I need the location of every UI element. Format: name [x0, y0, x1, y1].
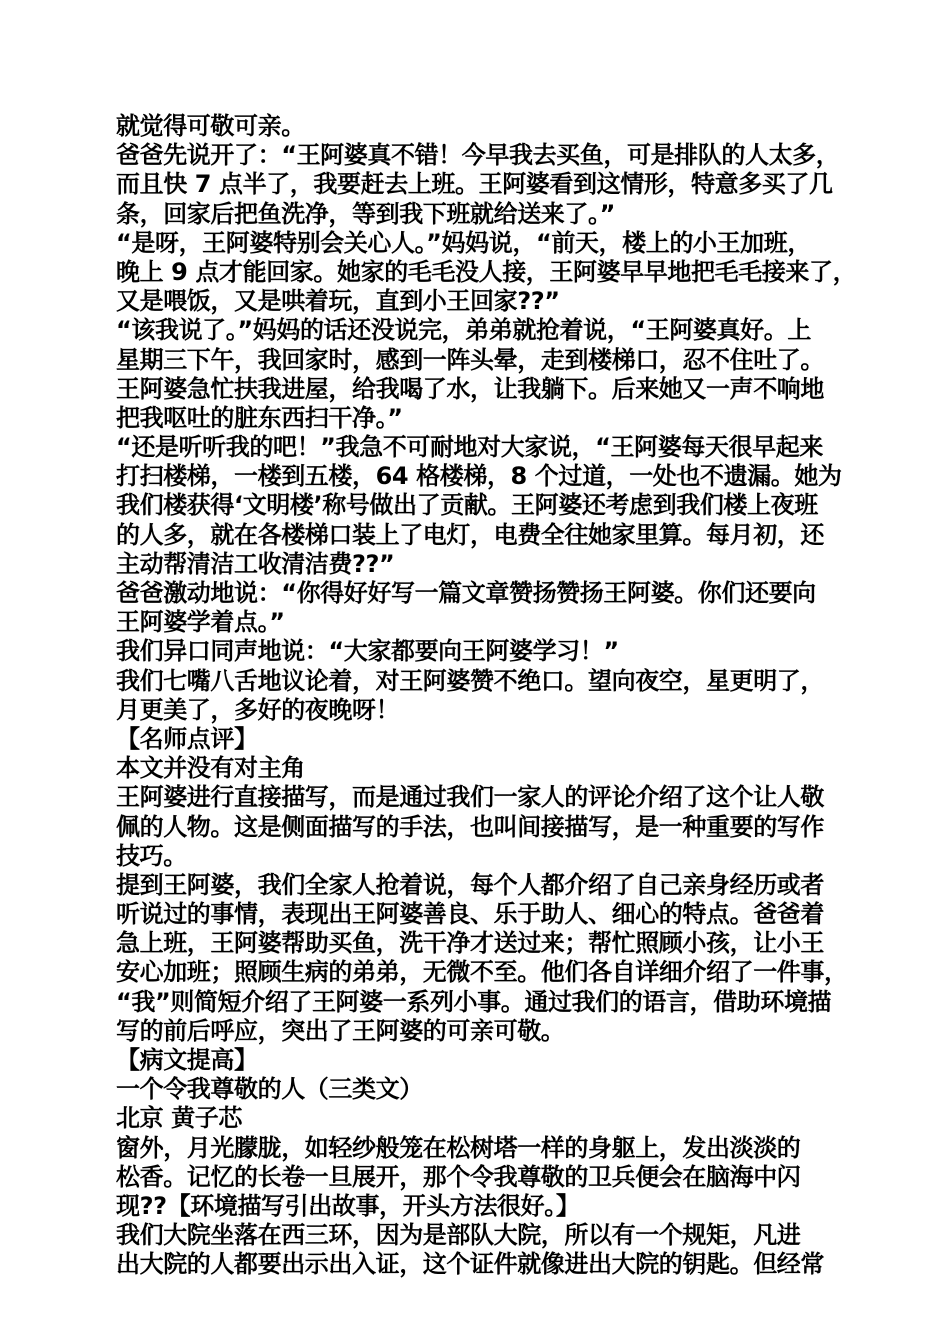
- text-line: 北京 黄子芯: [116, 1104, 242, 1133]
- text-line: 我们大院坐落在西三环，因为是部队大院，所以有一个规矩，凡进: [116, 1221, 801, 1250]
- text-line: “该我说了。”妈妈的话还没说完，弟弟就抢着说，“王阿婆真好。上: [116, 316, 811, 345]
- text-line: 【病文提高】: [116, 1046, 258, 1074]
- text-line: 我们七嘴八舌地议论着，对王阿婆赞不绝口。望向夜空，星更明了，: [116, 666, 824, 695]
- text-line: 王阿婆进行直接描写，而是通过我们一家人的评论介绍了这个让人敬: [116, 783, 824, 812]
- document-body: [116, 112, 856, 1280]
- text-line: 晚上 9 点才能回家。她家的毛毛没人接，王阿婆早早地把毛毛接来了，: [116, 257, 857, 286]
- text-line: 我们异口同声地说：“大家都要向王阿婆学习！”: [116, 637, 619, 666]
- text-line: 的人多，就在各楼梯口装上了电灯，电费全往她家里算。每月初，还: [116, 520, 824, 549]
- text-line: 急上班，王阿婆帮助买鱼，洗干净才送过来；帮忙照顾小孩，让小王: [116, 929, 824, 958]
- text-line: 技巧。: [116, 841, 187, 870]
- text-line: 主动帮清洁工收清洁费??”: [116, 549, 395, 578]
- text-line: 就觉得可敬可亲。: [116, 112, 305, 140]
- text-line: 爸爸先说开了：“王阿婆真不错！今早我去买鱼，可是排队的人太多，: [116, 141, 840, 170]
- text-line: 把我呕吐的脏东西扫干净。”: [116, 403, 403, 432]
- text-line: 打扫楼梯，一楼到五楼，64 格楼梯，8 个过道，一处也不遗漏。她为: [116, 462, 842, 491]
- text-line: 松香。记忆的长卷一旦展开，那个令我尊敬的卫兵便会在脑海中闪: [116, 1162, 801, 1191]
- text-line: 条，回家后把鱼洗净，等到我下班就给送来了。”: [116, 199, 615, 228]
- text-line: 听说过的事情，表现出王阿婆善良、乐于助人、细心的特点。爸爸着: [116, 900, 824, 929]
- text-line: 我们楼获得‘文明楼’称号做出了贡献。王阿婆还考虑到我们楼上夜班: [116, 491, 818, 520]
- text-line: 一个令我尊敬的人（三类文）: [116, 1075, 423, 1104]
- text-line: 【名师点评】: [116, 724, 258, 753]
- text-line: 本文并没有对主角: [116, 754, 305, 783]
- text-line: 王阿婆学着点。”: [116, 608, 285, 637]
- text-line: 又是喂饭，又是哄着玩，直到小王回家??”: [116, 287, 560, 316]
- text-line: 出大院的人都要出示出入证，这个证件就像进出大院的钥匙。但经常: [116, 1250, 824, 1279]
- text-line: “是呀，王阿婆特别会关心人。”妈妈说，“前天，楼上的小王加班，: [116, 228, 811, 257]
- text-line: 星期三下午，我回家时，感到一阵头晕，走到楼梯口，忍不住吐了。: [116, 345, 824, 374]
- text-line: 王阿婆急忙扶我进屋，给我喝了水，让我躺下。后来她又一声不响地: [116, 374, 824, 403]
- text-line: 月更美了，多好的夜晚呀！: [116, 695, 400, 724]
- text-line: 而且快 7 点半了，我要赶去上班。王阿婆看到这情形，特意多买了几: [116, 170, 833, 199]
- text-line: 佩的人物。这是侧面描写的手法，也叫间接描写，是一种重要的写作: [116, 812, 824, 841]
- text-line: 安心加班；照顾生病的弟弟，无微不至。他们各自详细介绍了一件事，: [116, 958, 848, 987]
- text-line: 窗外，月光朦胧，如轻纱般笼在松树塔一样的身躯上，发出淡淡的: [116, 1133, 801, 1162]
- text-line: “还是听听我的吧！”我急不可耐地对大家说，“王阿婆每天很早起来: [116, 433, 823, 462]
- text-line: 爸爸激动地说：“你得好好写一篇文章赞扬赞扬王阿婆。你们还要向: [116, 579, 816, 607]
- text-line: 写的前后呼应，突出了王阿婆的可亲可敬。: [116, 1016, 565, 1045]
- text-line: “我”则简短介绍了王阿婆一系列小事。通过我们的语言，借助环境描: [116, 987, 832, 1016]
- text-line: 现??【环境描写引出故事，开头方法很好。】: [116, 1191, 580, 1220]
- text-line: 提到王阿婆，我们全家人抢着说，每个人都介绍了自己亲身经历或者: [116, 870, 824, 899]
